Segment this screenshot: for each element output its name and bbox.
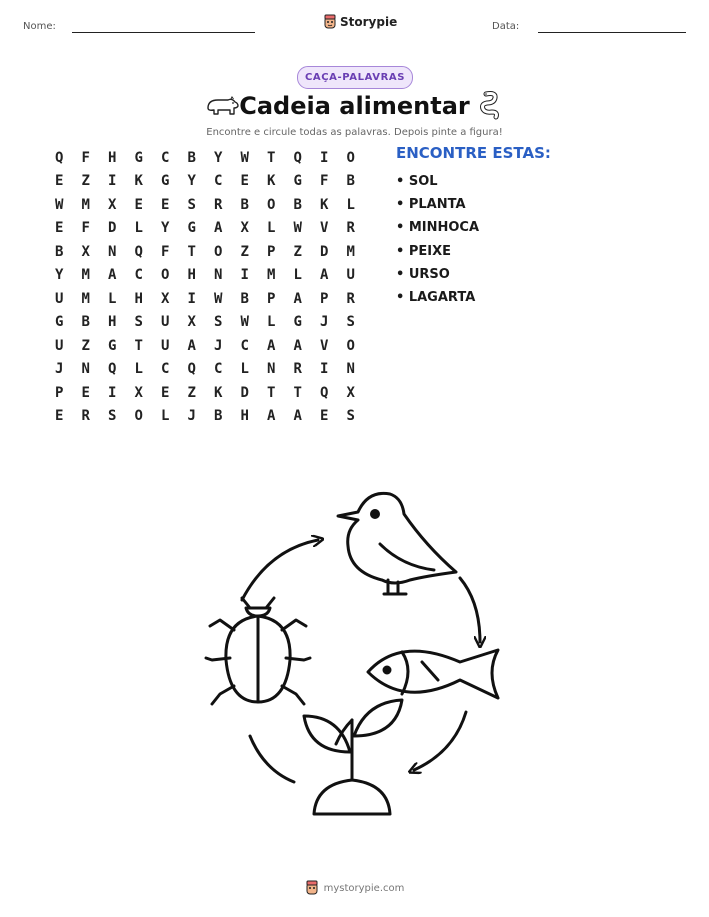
grid-cell[interactable]: W [214, 290, 223, 307]
fish-icon [368, 650, 498, 698]
grid-cell[interactable]: B [346, 173, 355, 190]
grid-cell[interactable]: B [240, 196, 249, 213]
grid-cell[interactable]: D [240, 384, 249, 401]
grid-cell[interactable]: H [240, 408, 249, 425]
arrow-beetle-to-bird [242, 540, 318, 600]
grid-cell[interactable]: S [346, 408, 355, 425]
grid-cell[interactable]: M [267, 267, 276, 284]
grid-cell[interactable]: C [161, 361, 170, 378]
footer [0, 880, 709, 896]
grid-cell[interactable]: E [134, 196, 143, 213]
storypie-mascot-icon [305, 880, 319, 896]
grid-cell[interactable]: V [320, 220, 329, 237]
grid-cell[interactable]: B [240, 290, 249, 307]
grid-cell[interactable]: M [81, 196, 90, 213]
grid-cell[interactable]: E [55, 220, 64, 237]
bird-icon [338, 493, 456, 594]
grid-cell[interactable]: F [81, 149, 90, 166]
grid-cell[interactable]: G [55, 314, 64, 331]
grid-cell[interactable]: A [293, 408, 302, 425]
arrow-plant-to-beetle [250, 736, 294, 782]
grid-cell[interactable]: G [187, 220, 196, 237]
beetle-icon [206, 598, 310, 704]
grid-cell[interactable]: H [134, 290, 143, 307]
food-chain-illustration[interactable] [190, 480, 520, 820]
grid-cell[interactable]: N [346, 361, 355, 378]
grid-cell[interactable]: P [320, 290, 329, 307]
word-list [396, 170, 479, 309]
word-item: • MINHOCA [396, 220, 480, 236]
grid-cell[interactable]: S [214, 314, 223, 331]
grid-cell[interactable]: U [346, 267, 355, 284]
grid-cell[interactable]: H [108, 149, 117, 166]
grid-cell[interactable]: N [81, 361, 90, 378]
grid-cell[interactable]: E [55, 408, 64, 425]
instructions: Encontre e circule todas as palavras. Depois pinte a figura! [206, 127, 503, 138]
grid-cell[interactable]: Z [187, 384, 196, 401]
grid-cell[interactable]: L [161, 408, 170, 425]
grid-cell[interactable]: X [240, 220, 249, 237]
grid-cell[interactable]: R [293, 361, 302, 378]
grid-cell[interactable]: K [214, 384, 223, 401]
grid-cell[interactable]: A [293, 337, 302, 354]
grid-cell[interactable]: F [81, 220, 90, 237]
arrow-fish-to-plant [414, 712, 466, 770]
grid-cell[interactable]: B [81, 314, 90, 331]
cycle-arrows [242, 540, 480, 782]
grid-cell[interactable]: G [108, 337, 117, 354]
grid-cell[interactable]: J [320, 314, 329, 331]
grid-cell[interactable]: I [108, 173, 117, 190]
grid-cell[interactable]: L [134, 361, 143, 378]
grid-cell[interactable]: I [240, 267, 249, 284]
grid-cell[interactable]: Q [55, 149, 64, 166]
grid-cell[interactable]: A [214, 220, 223, 237]
grid-cell[interactable]: Y [214, 149, 223, 166]
grid-cell[interactable]: G [293, 314, 302, 331]
grid-cell[interactable]: E [320, 408, 329, 425]
grid-cell[interactable]: X [187, 314, 196, 331]
word-search-grid[interactable] [46, 146, 364, 428]
grid-cell[interactable]: J [187, 408, 196, 425]
grid-cell[interactable]: L [346, 196, 355, 213]
grid-cell[interactable]: O [214, 243, 223, 260]
grid-cell[interactable]: E [55, 173, 64, 190]
grid-cell[interactable]: T [187, 243, 196, 260]
grid-cell[interactable]: G [161, 173, 170, 190]
grid-cell[interactable]: X [81, 243, 90, 260]
grid-cell[interactable]: D [320, 243, 329, 260]
grid-cell[interactable]: F [161, 243, 170, 260]
grid-cell[interactable]: N [267, 361, 276, 378]
grid-cell[interactable]: A [267, 408, 276, 425]
grid-cell[interactable]: J [214, 337, 223, 354]
grid-cell[interactable]: M [346, 243, 355, 260]
grid-cell[interactable]: L [293, 267, 302, 284]
grid-cell[interactable]: T [134, 337, 143, 354]
date-label: Data: [492, 21, 520, 32]
grid-cell[interactable]: J [55, 361, 64, 378]
grid-cell[interactable]: X [134, 384, 143, 401]
word-list-title: ENCONTRE ESTAS: [396, 144, 551, 162]
word-item: • URSO [396, 266, 450, 282]
grid-cell[interactable]: G [293, 173, 302, 190]
grid-cell[interactable]: E [81, 384, 90, 401]
grid-cell[interactable]: W [55, 196, 64, 213]
grid-cell[interactable]: S [346, 314, 355, 331]
grid-cell[interactable]: U [161, 337, 170, 354]
grid-cell[interactable]: R [346, 220, 355, 237]
grid-cell[interactable]: Y [55, 267, 64, 284]
grid-cell[interactable]: Z [293, 243, 302, 260]
grid-cell[interactable]: L [267, 220, 276, 237]
grid-cell[interactable]: C [214, 361, 223, 378]
grid-cell[interactable]: S [187, 196, 196, 213]
page-title: Cadeia alimentar [239, 92, 470, 120]
grid-cell[interactable]: C [214, 173, 223, 190]
grid-cell[interactable]: B [214, 408, 223, 425]
grid-cell[interactable]: L [240, 361, 249, 378]
grid-cell[interactable]: O [161, 267, 170, 284]
date-line [538, 32, 686, 33]
grid-cell[interactable]: E [161, 384, 170, 401]
grid-cell[interactable]: Z [81, 173, 90, 190]
grid-cell[interactable]: X [346, 384, 355, 401]
grid-cell[interactable]: C [161, 149, 170, 166]
grid-cell[interactable]: W [240, 149, 249, 166]
grid-cell[interactable]: K [134, 173, 143, 190]
grid-cell[interactable]: K [267, 173, 276, 190]
grid-cell[interactable]: B [55, 243, 64, 260]
grid-cell[interactable]: X [161, 290, 170, 307]
grid-cell[interactable]: Q [134, 243, 143, 260]
grid-cell[interactable]: G [134, 149, 143, 166]
grid-cell[interactable]: N [214, 267, 223, 284]
grid-cell[interactable]: E [240, 173, 249, 190]
grid-cell[interactable]: F [320, 173, 329, 190]
grid-cell[interactable]: Q [187, 361, 196, 378]
plant-icon [304, 700, 402, 814]
grid-cell[interactable]: A [293, 290, 302, 307]
brand-logo [323, 14, 397, 30]
grid-cell[interactable]: B [187, 149, 196, 166]
grid-cell[interactable]: L [108, 290, 117, 307]
arrow-bird-to-fish [460, 578, 480, 642]
grid-cell[interactable]: A [267, 337, 276, 354]
grid-cell[interactable]: O [346, 337, 355, 354]
grid-cell[interactable]: A [187, 337, 196, 354]
grid-cell[interactable]: R [346, 290, 355, 307]
grid-cell[interactable]: X [108, 196, 117, 213]
grid-cell[interactable]: A [320, 267, 329, 284]
grid-cell[interactable]: Q [108, 361, 117, 378]
grid-cell[interactable]: U [161, 314, 170, 331]
grid-cell[interactable]: D [108, 220, 117, 237]
grid-cell[interactable]: P [267, 243, 276, 260]
grid-cell[interactable]: Z [81, 337, 90, 354]
word-item: • PLANTA [396, 197, 466, 213]
footer-site[interactable]: mystorypie.com [323, 882, 405, 894]
grid-cell[interactable]: W [240, 314, 249, 331]
grid-cell[interactable]: O [134, 408, 143, 425]
grid-cell[interactable]: M [81, 267, 90, 284]
grid-cell[interactable]: T [293, 384, 302, 401]
grid-cell[interactable]: C [240, 337, 249, 354]
grid-cell[interactable]: H [187, 267, 196, 284]
grid-cell[interactable]: M [81, 290, 90, 307]
grid-cell[interactable]: U [55, 337, 64, 354]
name-label: Nome: [23, 21, 56, 32]
grid-cell[interactable]: Y [161, 220, 170, 237]
word-item: • LAGARTA [396, 289, 476, 305]
grid-cell[interactable]: I [108, 384, 117, 401]
grid-cell[interactable]: S [108, 408, 117, 425]
grid-cell[interactable]: U [55, 290, 64, 307]
brand-name: Storypie [340, 15, 398, 29]
category-badge: CAÇA-PALAVRAS [297, 66, 413, 89]
word-item: • SOL [396, 174, 438, 189]
grid-cell[interactable]: E [161, 196, 170, 213]
grid-cell[interactable]: P [267, 290, 276, 307]
grid-cell[interactable]: Y [187, 173, 196, 190]
grid-cell[interactable]: Z [240, 243, 249, 260]
grid-cell[interactable]: P [55, 384, 64, 401]
grid-cell[interactable]: T [267, 149, 276, 166]
word-item: • PEIXE [396, 243, 451, 259]
grid-cell[interactable]: I [320, 361, 329, 378]
storypie-mascot-icon [323, 14, 337, 30]
name-line [72, 32, 255, 33]
grid-cell[interactable]: L [267, 314, 276, 331]
grid-cell[interactable]: L [134, 220, 143, 237]
grid-cell[interactable]: R [81, 408, 90, 425]
grid-cell[interactable]: S [134, 314, 143, 331]
grid-cell[interactable]: R [214, 196, 223, 213]
grid-cell[interactable]: O [267, 196, 276, 213]
grid-cell[interactable]: K [320, 196, 329, 213]
grid-cell[interactable]: H [108, 314, 117, 331]
grid-cell[interactable]: A [108, 267, 117, 284]
grid-cell[interactable]: N [108, 243, 117, 260]
grid-cell[interactable]: Q [320, 384, 329, 401]
grid-cell[interactable]: C [134, 267, 143, 284]
grid-cell[interactable]: V [320, 337, 329, 354]
grid-cell[interactable]: O [346, 149, 355, 166]
grid-cell[interactable]: T [267, 384, 276, 401]
grid-cell[interactable]: W [293, 220, 302, 237]
grid-cell[interactable]: I [320, 149, 329, 166]
grid-cell[interactable]: Q [293, 149, 302, 166]
worm-icon [478, 90, 502, 120]
grid-cell[interactable]: I [187, 290, 196, 307]
grid-cell[interactable]: B [293, 196, 302, 213]
